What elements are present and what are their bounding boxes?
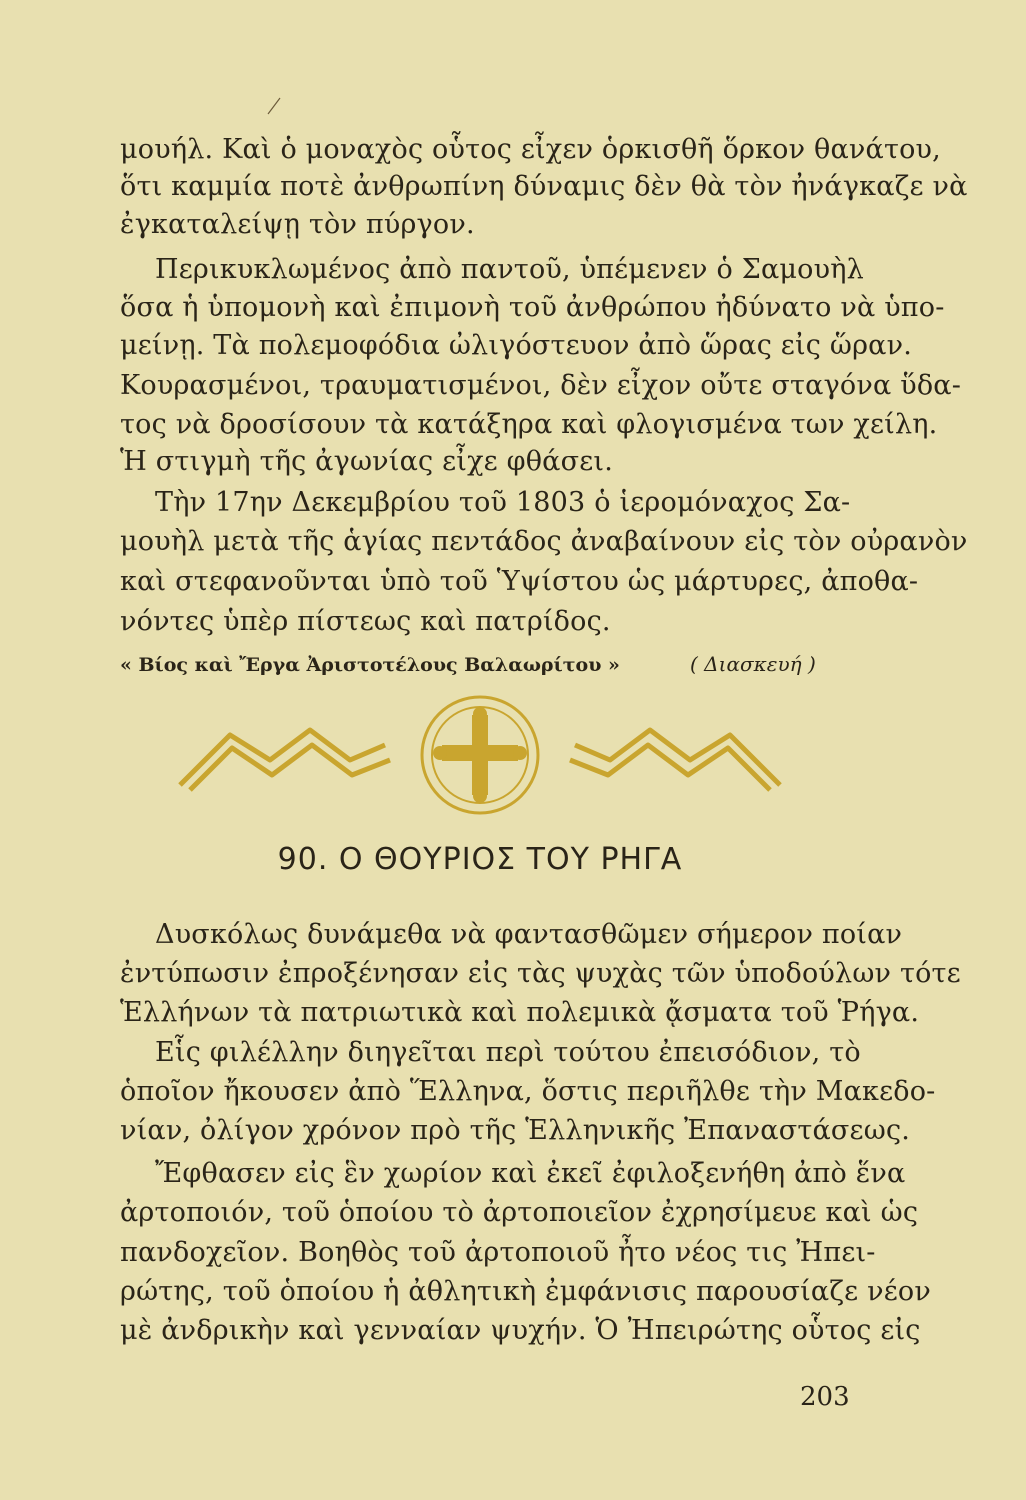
text-line: Τὴν 17ην Δεκεμβρίου τοῦ 1803 ὁ ἱερομόναχος Σα- xyxy=(155,487,851,518)
text-line: ἐγκαταλείψῃ τὸν πύργον. xyxy=(120,209,475,240)
text-line: πανδοχεῖον. Βοηθὸς τοῦ ἀρτοποιοῦ ἦτο νέος τις Ἠπει- xyxy=(120,1237,876,1268)
text-line: Εἷς φιλέλλην διηγεῖται περὶ τούτου ἐπεισόδιον, τὸ xyxy=(155,1037,861,1068)
pen-mark xyxy=(264,96,284,116)
cross-ornament-icon xyxy=(160,690,800,820)
text-line: μουὴλ μετὰ τῆς ἁγίας πεντάδος ἀναβαίνουν εἰς τὸν οὐρανὸν xyxy=(120,526,968,557)
text-line: ρώτης, τοῦ ὁποίου ἡ ἀθλητικὴ ἐμφάνισις παρουσίαζε νέον xyxy=(120,1276,932,1307)
section-heading: 90. Ο ΘΟΥΡΙΟΣ ΤΟΥ ΡΗΓΑ xyxy=(277,842,683,877)
text-line: ἐντύπωσιν ἐπροξένησαν εἰς τὰς ψυχὰς τῶν ὑποδούλων τότε xyxy=(120,958,961,989)
source-caption: « Βίος καὶ Ἔργα Ἀριστοτέλους Βαλαωρίτου » xyxy=(120,654,620,676)
text-line: νόντες ὑπὲρ πίστεως καὶ πατρίδος. xyxy=(120,606,611,637)
text-line: μουήλ. Καὶ ὁ μοναχὸς οὗτος εἶχεν ὁρκισθῆ ὅρκον θανάτου, xyxy=(120,134,941,165)
text-line: νίαν, ὀλίγον χρόνον πρὸ τῆς Ἑλληνικῆς Ἐπαναστάσεως. xyxy=(120,1115,911,1146)
adaptation-note: ( Διασκευή ) xyxy=(690,652,816,676)
text-line: Περικυκλωμένος ἀπὸ παντοῦ, ὑπέμενεν ὁ Σαμουὴλ xyxy=(155,254,864,285)
text-line: ἀρτοποιόν, τοῦ ὁποίου τὸ ἀρτοποιεῖον ἐχρησίμευε καὶ ὡς xyxy=(120,1197,919,1228)
text-line: Ἡ στιγμὴ τῆς ἀγωνίας εἶχε φθάσει. xyxy=(120,446,613,477)
text-line: μείνῃ. Τὰ πολεμοφόδια ὠλιγόστευον ἀπὸ ὥρας εἰς ὥραν. xyxy=(120,330,912,361)
text-line: καὶ στεφανοῦνται ὑπὸ τοῦ Ὑψίστου ὡς μάρτυρες, ἀποθα- xyxy=(120,566,919,597)
text-line: ὁποῖον ἤκουσεν ἀπὸ Ἕλληνα, ὅστις περιῆλθε τὴν Μακεδο- xyxy=(120,1076,936,1107)
text-line: ὅτι καμμία ποτὲ ἀνθρωπίνη δύναμις δὲν θὰ τὸν ἠνάγκαζε νὰ xyxy=(120,171,968,202)
page-number: 203 xyxy=(800,1382,850,1412)
text-line: Δυσκόλως δυνάμεθα νὰ φαντασθῶμεν σήμερον ποίαν xyxy=(155,919,903,950)
text-line: Κουρασμένοι, τραυματισμένοι, δὲν εἶχον οὔτε σταγόνα ὕδα- xyxy=(120,370,962,401)
text-line: Ἔφθασεν εἰς ἓν χωρίον καὶ ἐκεῖ ἐφιλοξενήθη ἀπὸ ἕνα xyxy=(155,1158,906,1189)
text-line: μὲ ἀνδρικὴν καὶ γενναίαν ψυχήν. Ὁ Ἠπειρώτης οὗτος εἰς xyxy=(120,1315,921,1346)
text-line: ὅσα ἡ ὑπομονὴ καὶ ἐπιμονὴ τοῦ ἀνθρώπου ἠδύνατο νὰ ὑπο- xyxy=(120,292,945,323)
text-line: τος νὰ δροσίσουν τὰ κατάξηρα καὶ φλογισμένα των χείλη. xyxy=(120,409,938,440)
text-line: Ἑλλήνων τὰ πατριωτικὰ καὶ πολεμικὰ ᾄσματα τοῦ Ῥήγα. xyxy=(120,997,920,1028)
